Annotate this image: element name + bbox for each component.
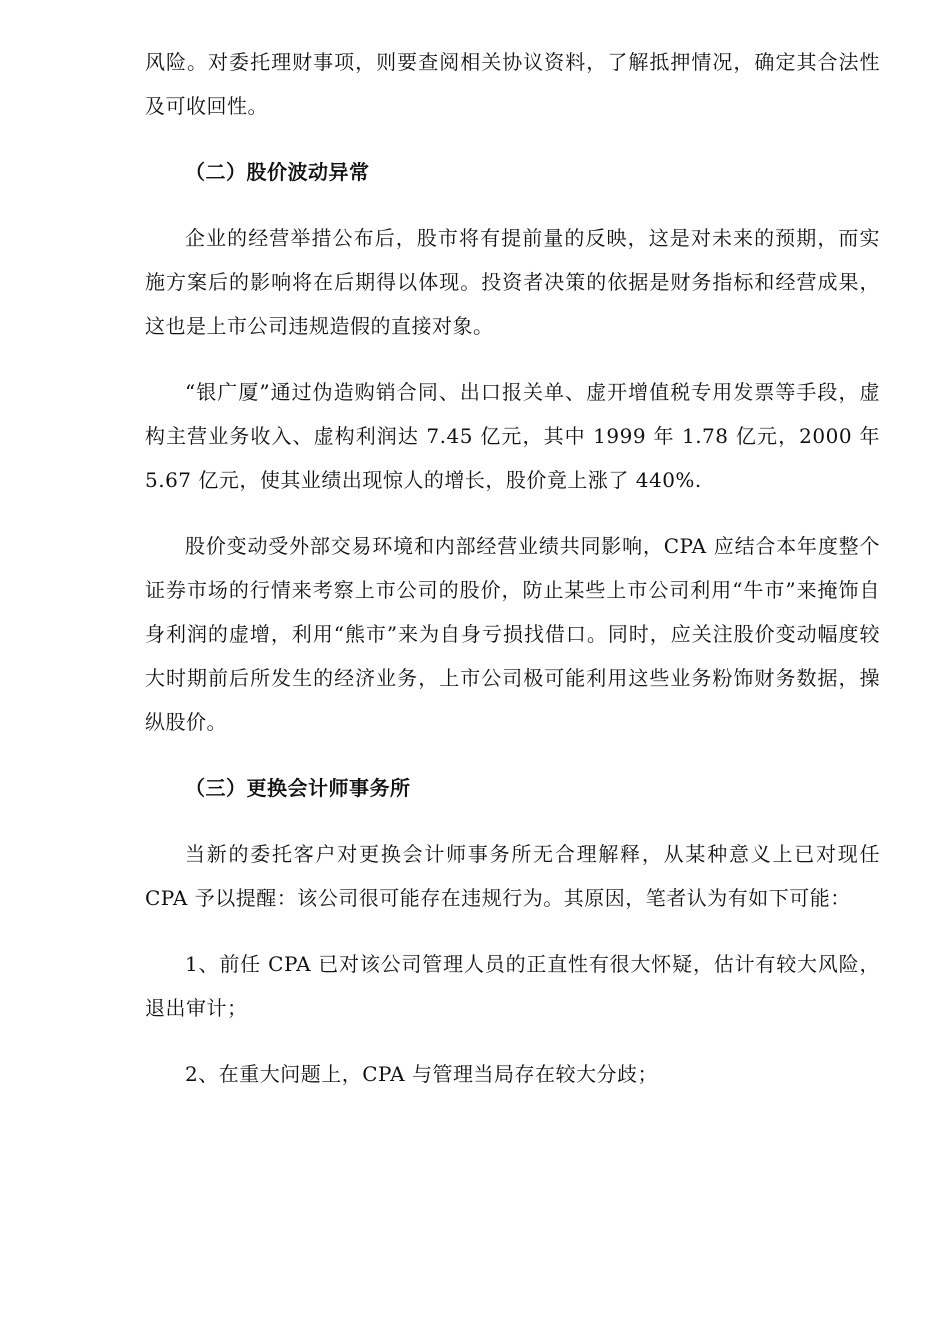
section-heading-stock-price: （二）股价波动异常 bbox=[185, 160, 370, 184]
paragraph-yinguangsha-case: “银广厦”通过伪造购销合同、出口报关单、虚开增值税专用发票等手段，虚构主营业务收入、虚构利润达 7.45 亿元，其中 1999 年 1.78 亿元，2000 年 5.67 亿元，使其业绩出现惊人的增长，股价竟上涨了 440%. bbox=[145, 380, 880, 492]
document-body bbox=[145, 40, 880, 1096]
paragraph-stock-price-analysis: 股价变动受外部交易环境和内部经营业绩共同影响，CPA 应结合本年度整个证券市场的行情来考察上市公司的股价，防止某些上市公司利用“牛市”来掩饰自身利润的虚增，利用“熊市”来为自身亏损找借口。同时，应关注股价变动幅度较大时期前后所发生的经济业务，上市公司极可能利用这些业务粉饰财务数据，操纵股价。 bbox=[145, 534, 880, 734]
paragraph-continuation: 风险。对委托理财事项，则要查阅相关协议资料，了解抵押情况，确定其合法性及可收回性。 bbox=[145, 50, 880, 118]
paragraph-auditor-change-reasons: 当新的委托客户对更换会计师事务所无合理解释，从某种意义上已对现任 CPA 予以提醒：该公司很可能存在违规行为。其原因，笔者认为有如下可能： bbox=[145, 842, 880, 910]
list-item-reason-1: 1、前任 CPA 已对该公司管理人员的正直性有很大怀疑，估计有较大风险，退出审计； bbox=[145, 952, 880, 1020]
paragraph-market-reaction: 企业的经营举措公布后，股市将有提前量的反映，这是对未来的预期，而实施方案后的影响将在后期得以体现。投资者决策的依据是财务指标和经营成果，这也是上市公司违规造假的直接对象。 bbox=[145, 226, 880, 338]
list-item-reason-2: 2、在重大问题上，CPA 与管理当局存在较大分歧； bbox=[185, 1062, 658, 1086]
section-heading-auditor-change: （三）更换会计师事务所 bbox=[185, 776, 411, 800]
